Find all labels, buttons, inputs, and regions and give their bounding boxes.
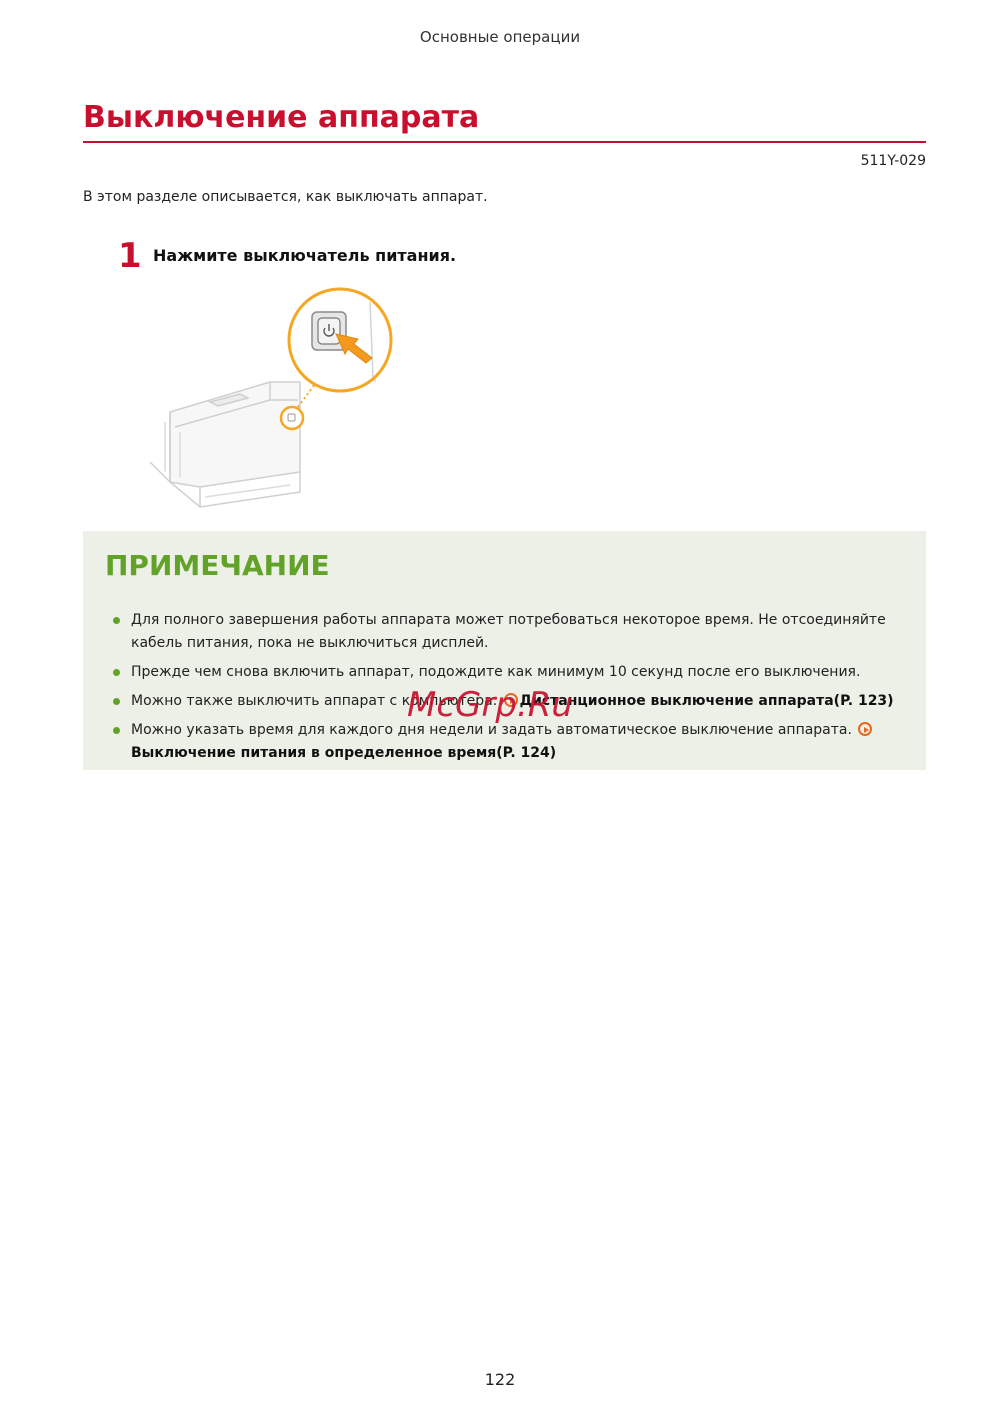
power-button-highlight bbox=[281, 407, 303, 429]
watermark: McGrp.Ru bbox=[407, 685, 573, 725]
page-title: Выключение аппарата bbox=[83, 100, 480, 135]
note-item-text: Можно также выключить аппарат с компьютера. bbox=[131, 693, 498, 709]
bullet-icon bbox=[113, 617, 120, 624]
cross-reference-link[interactable]: Дистанционное выключение аппарата(P. 123) bbox=[519, 693, 894, 709]
list-item bbox=[111, 661, 901, 684]
note-box bbox=[83, 531, 926, 770]
step-instruction: Нажмите выключатель питания. bbox=[153, 246, 457, 265]
note-heading: ПРИМЕЧАНИЕ bbox=[105, 549, 330, 582]
step-number: 1 bbox=[118, 236, 142, 276]
cross-reference-link[interactable]: Выключение питания в определенное время(P. 124) bbox=[131, 745, 557, 761]
running-header: Основные операции bbox=[419, 28, 581, 46]
note-item-text: Для полного завершения работы аппарата может потребоваться некоторое время. Не отсоединяйте кабель питания, пока не выключиться дисплей. bbox=[131, 612, 886, 651]
list-item bbox=[111, 609, 901, 655]
bullet-icon bbox=[113, 669, 120, 676]
bullet-icon bbox=[113, 698, 120, 705]
list-item bbox=[111, 719, 901, 765]
document-code: 511Y-029 bbox=[860, 153, 926, 169]
note-item-text: Можно указать время для каждого дня недели и задать автоматическое выключение аппарата. bbox=[131, 722, 852, 738]
note-item-text: Прежде чем снова включить аппарат, подождите как минимум 10 секунд после его выключения. bbox=[131, 664, 861, 680]
link-arrow-icon[interactable] bbox=[858, 722, 872, 736]
printer-body bbox=[150, 382, 300, 507]
page-number: 122 bbox=[484, 1370, 516, 1389]
intro-text: В этом разделе описывается, как выключать аппарат. bbox=[83, 189, 488, 205]
bullet-icon bbox=[113, 727, 120, 734]
title-divider bbox=[83, 141, 926, 143]
printer-power-button-illustration bbox=[140, 282, 400, 517]
